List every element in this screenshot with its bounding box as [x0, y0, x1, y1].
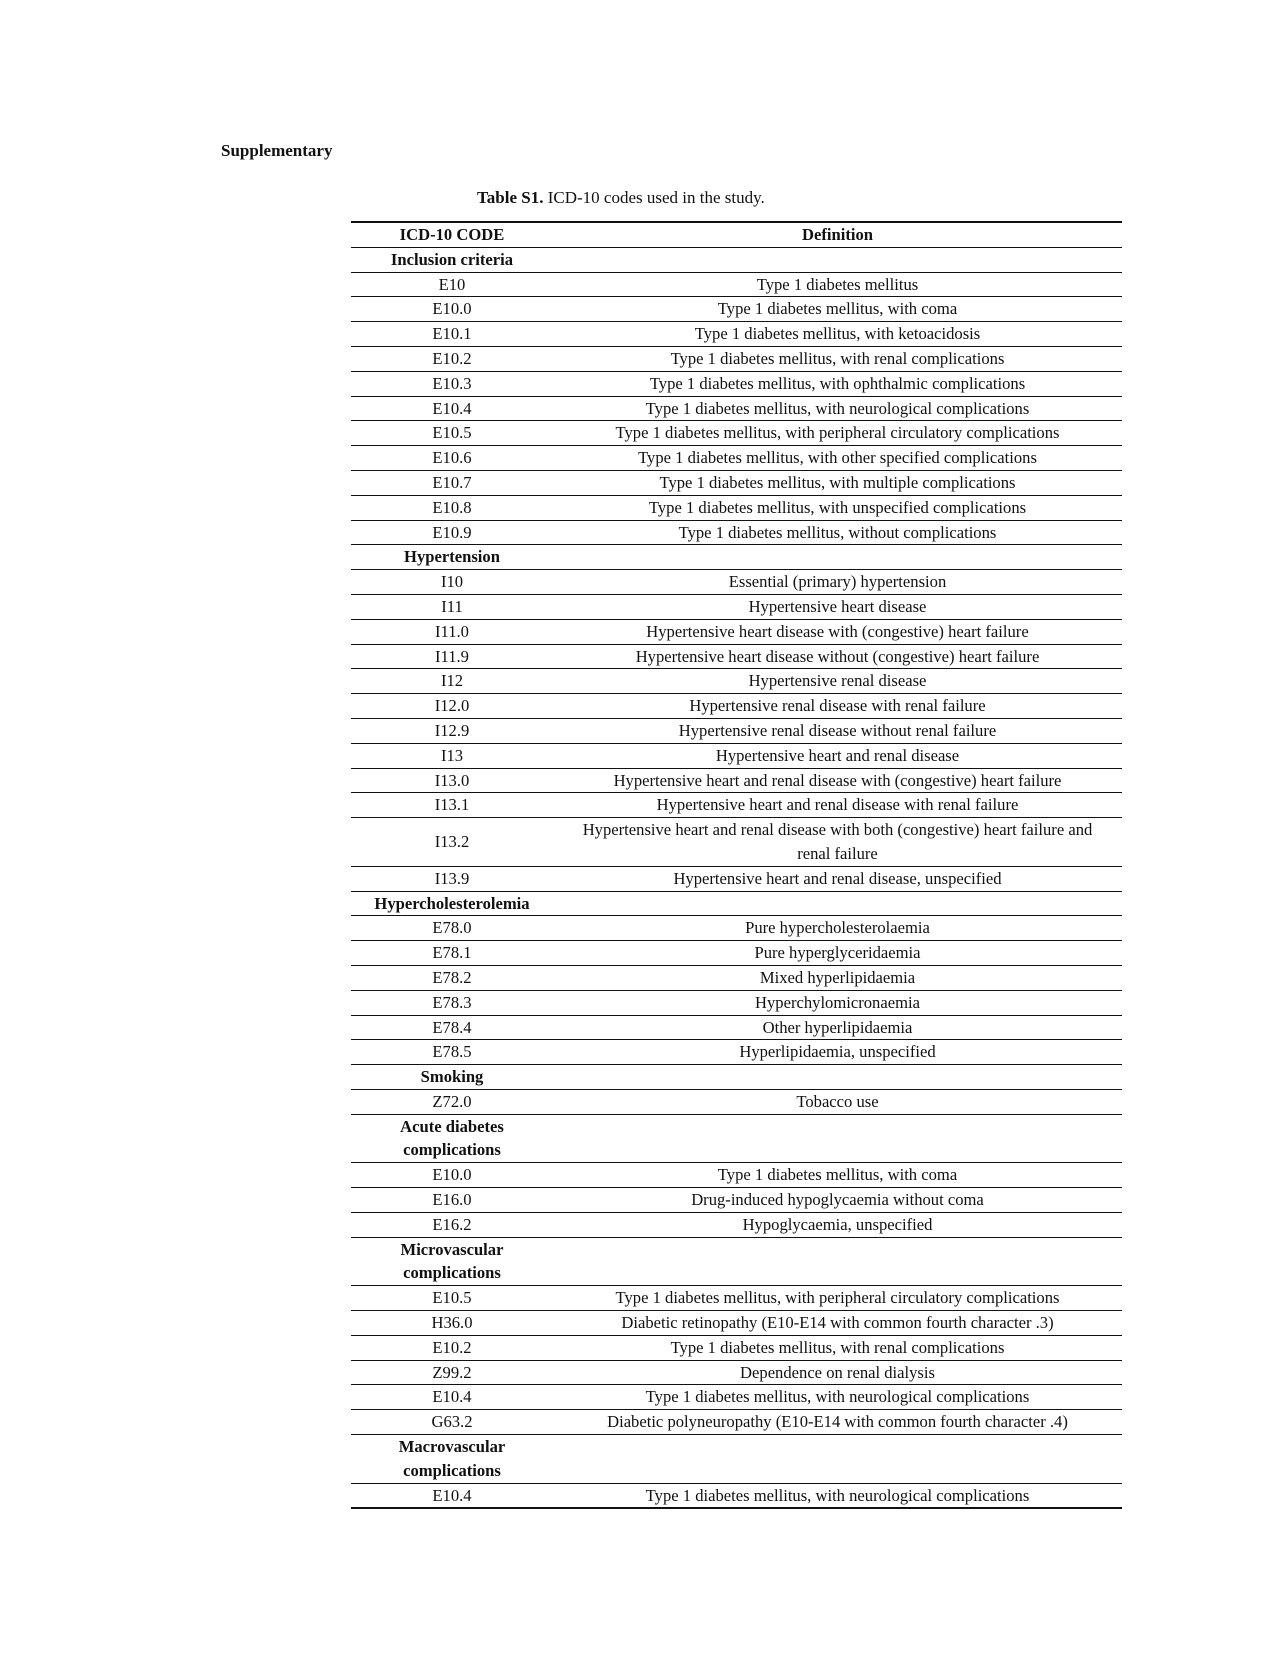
table-row — [351, 1188, 1122, 1213]
icd10-code-cell: I11 — [351, 594, 553, 619]
table-row — [351, 1212, 1122, 1237]
definition-cell — [553, 1435, 1122, 1484]
table-row — [351, 396, 1122, 421]
definition-cell: Hypertensive heart and renal disease with renal failure — [553, 793, 1122, 818]
definition-cell: Other hyperlipidaemia — [553, 1015, 1122, 1040]
icd10-code-cell: E10.3 — [351, 371, 553, 396]
category-row — [351, 545, 1122, 570]
definition-cell — [553, 891, 1122, 916]
icd10-table-container — [351, 221, 1122, 1509]
definition-cell: Hypertensive renal disease with renal failure — [553, 694, 1122, 719]
table-row — [351, 1163, 1122, 1188]
table-row — [351, 1385, 1122, 1410]
category-row — [351, 1237, 1122, 1286]
definition-cell: Hypertensive heart and renal disease with (congestive) heart failure — [553, 768, 1122, 793]
table-row — [351, 446, 1122, 471]
icd10-code-cell: E10.4 — [351, 1385, 553, 1410]
table-row — [351, 718, 1122, 743]
definition-cell: Essential (primary) hypertension — [553, 570, 1122, 595]
definition-cell: Type 1 diabetes mellitus — [553, 272, 1122, 297]
icd10-code-cell: E10.1 — [351, 322, 553, 347]
definition-cell: Dependence on renal dialysis — [553, 1360, 1122, 1385]
icd10-code-cell: E10.5 — [351, 1286, 553, 1311]
icd10-code-cell: E10.4 — [351, 396, 553, 421]
icd10-code-cell: I13 — [351, 743, 553, 768]
definition-cell: Type 1 diabetes mellitus, with multiple complications — [553, 470, 1122, 495]
definition-cell: Type 1 diabetes mellitus, with ophthalmic complications — [553, 371, 1122, 396]
definition-cell: Hyperlipidaemia, unspecified — [553, 1040, 1122, 1065]
definition-cell: Hypertensive heart disease with (congestive) heart failure — [553, 619, 1122, 644]
table-row — [351, 371, 1122, 396]
definition-cell: Hyperchylomicronaemia — [553, 990, 1122, 1015]
icd10-code-cell: I12 — [351, 669, 553, 694]
icd10-code-cell: H36.0 — [351, 1311, 553, 1336]
supplementary-heading: Supplementary — [221, 141, 333, 160]
definition-cell: Tobacco use — [553, 1089, 1122, 1114]
category-label: Inclusion criteria — [351, 247, 553, 272]
icd10-code-cell: E78.0 — [351, 916, 553, 941]
icd10-code-cell: E78.3 — [351, 990, 553, 1015]
definition-cell — [553, 545, 1122, 570]
category-row — [351, 1435, 1122, 1484]
icd10-code-cell: I13.9 — [351, 866, 553, 891]
table-row — [351, 1286, 1122, 1311]
definition-cell: Type 1 diabetes mellitus, with peripheral circulatory complications — [553, 1286, 1122, 1311]
table-row — [351, 520, 1122, 545]
definition-cell: Hypoglycaemia, unspecified — [553, 1212, 1122, 1237]
table-row — [351, 644, 1122, 669]
category-row — [351, 1065, 1122, 1090]
category-label: Smoking — [351, 1065, 553, 1090]
definition-cell: Hypertensive heart and renal disease — [553, 743, 1122, 768]
icd10-code-cell: E16.0 — [351, 1188, 553, 1213]
table-row — [351, 495, 1122, 520]
table-body — [351, 247, 1122, 1508]
category-label: Hypercholesterolemia — [351, 891, 553, 916]
table-row — [351, 768, 1122, 793]
category-row — [351, 1114, 1122, 1163]
table-row — [351, 1015, 1122, 1040]
table-row — [351, 346, 1122, 371]
definition-cell: Drug-induced hypoglycaemia without coma — [553, 1188, 1122, 1213]
definition-cell: Pure hyperglyceridaemia — [553, 941, 1122, 966]
table-row — [351, 669, 1122, 694]
icd10-code-cell: E10.2 — [351, 1335, 553, 1360]
table-row — [351, 421, 1122, 446]
definition-cell: Hypertensive renal disease — [553, 669, 1122, 694]
icd10-code-cell: E10.8 — [351, 495, 553, 520]
table-row — [351, 793, 1122, 818]
table-caption-label: Table S1. — [477, 188, 544, 207]
icd10-code-cell: E10.0 — [351, 297, 553, 322]
definition-cell: Diabetic retinopathy (E10-E14 with common fourth character .3) — [553, 1311, 1122, 1336]
table-caption — [477, 188, 765, 208]
icd10-code-cell: Z72.0 — [351, 1089, 553, 1114]
definition-cell: Mixed hyperlipidaemia — [553, 965, 1122, 990]
category-label: Hypertension — [351, 545, 553, 570]
definition-cell — [553, 247, 1122, 272]
icd10-code-cell: E10.2 — [351, 346, 553, 371]
icd10-code-cell: I12.9 — [351, 718, 553, 743]
definition-cell: Hypertensive heart and renal disease, unspecified — [553, 866, 1122, 891]
table-row — [351, 322, 1122, 347]
icd10-code-cell: I11.0 — [351, 619, 553, 644]
category-label: Microvascular complications — [351, 1237, 553, 1286]
definition-cell: Type 1 diabetes mellitus, with neurological complications — [553, 1483, 1122, 1508]
table-row — [351, 272, 1122, 297]
definition-cell: Type 1 diabetes mellitus, with renal complications — [553, 346, 1122, 371]
icd10-code-cell: E10.5 — [351, 421, 553, 446]
table-row — [351, 818, 1122, 867]
icd10-code-cell: I12.0 — [351, 694, 553, 719]
table-row — [351, 1410, 1122, 1435]
definition-cell: Type 1 diabetes mellitus, with other specified complications — [553, 446, 1122, 471]
definition-cell: Pure hypercholesterolaemia — [553, 916, 1122, 941]
definition-cell: Type 1 diabetes mellitus, with unspecified complications — [553, 495, 1122, 520]
definition-cell — [553, 1114, 1122, 1163]
icd10-code-cell: I13.1 — [351, 793, 553, 818]
table-row — [351, 1483, 1122, 1508]
header-definition: Definition — [553, 222, 1122, 247]
table-row — [351, 1335, 1122, 1360]
table-row — [351, 916, 1122, 941]
definition-cell: Type 1 diabetes mellitus, with renal complications — [553, 1335, 1122, 1360]
table-row — [351, 990, 1122, 1015]
icd10-code-cell: I10 — [351, 570, 553, 595]
table-row — [351, 743, 1122, 768]
icd10-code-cell: E16.2 — [351, 1212, 553, 1237]
definition-cell — [553, 1065, 1122, 1090]
icd10-code-cell: E10 — [351, 272, 553, 297]
icd10-codes-table — [351, 221, 1122, 1509]
table-caption-text: ICD-10 codes used in the study. — [543, 188, 765, 207]
table-row — [351, 470, 1122, 495]
category-row — [351, 891, 1122, 916]
definition-cell: Type 1 diabetes mellitus, without complications — [553, 520, 1122, 545]
table-row — [351, 594, 1122, 619]
table-row — [351, 694, 1122, 719]
table-row — [351, 297, 1122, 322]
table-row — [351, 570, 1122, 595]
definition-cell: Type 1 diabetes mellitus, with coma — [553, 297, 1122, 322]
icd10-code-cell: I13.0 — [351, 768, 553, 793]
definition-cell: Type 1 diabetes mellitus, with neurological complications — [553, 396, 1122, 421]
icd10-code-cell: I13.2 — [351, 818, 553, 867]
category-label: Acute diabetes complications — [351, 1114, 553, 1163]
table-row — [351, 1040, 1122, 1065]
table-row — [351, 1360, 1122, 1385]
icd10-code-cell: G63.2 — [351, 1410, 553, 1435]
definition-cell — [553, 1237, 1122, 1286]
category-label: Macrovascular complications — [351, 1435, 553, 1484]
header-icd10-code: ICD-10 CODE — [351, 222, 553, 247]
definition-cell: Hypertensive heart disease — [553, 594, 1122, 619]
definition-cell: Hypertensive heart and renal disease with both (congestive) heart failure and renal failure — [553, 818, 1122, 867]
icd10-code-cell: Z99.2 — [351, 1360, 553, 1385]
category-row — [351, 247, 1122, 272]
icd10-code-cell: E78.5 — [351, 1040, 553, 1065]
icd10-code-cell: I11.9 — [351, 644, 553, 669]
definition-cell: Type 1 diabetes mellitus, with coma — [553, 1163, 1122, 1188]
definition-cell: Hypertensive heart disease without (congestive) heart failure — [553, 644, 1122, 669]
table-row — [351, 1089, 1122, 1114]
icd10-code-cell: E10.0 — [351, 1163, 553, 1188]
definition-cell: Diabetic polyneuropathy (E10-E14 with common fourth character .4) — [553, 1410, 1122, 1435]
definition-cell: Type 1 diabetes mellitus, with neurological complications — [553, 1385, 1122, 1410]
definition-cell: Type 1 diabetes mellitus, with ketoacidosis — [553, 322, 1122, 347]
definition-cell: Type 1 diabetes mellitus, with peripheral circulatory complications — [553, 421, 1122, 446]
icd10-code-cell: E10.7 — [351, 470, 553, 495]
definition-cell: Hypertensive renal disease without renal failure — [553, 718, 1122, 743]
icd10-code-cell: E10.4 — [351, 1483, 553, 1508]
table-row — [351, 965, 1122, 990]
table-row — [351, 941, 1122, 966]
table-row — [351, 866, 1122, 891]
icd10-code-cell: E10.9 — [351, 520, 553, 545]
table-header-row — [351, 222, 1122, 247]
table-row — [351, 1311, 1122, 1336]
icd10-code-cell: E78.1 — [351, 941, 553, 966]
table-row — [351, 619, 1122, 644]
icd10-code-cell: E78.4 — [351, 1015, 553, 1040]
icd10-code-cell: E78.2 — [351, 965, 553, 990]
icd10-code-cell: E10.6 — [351, 446, 553, 471]
